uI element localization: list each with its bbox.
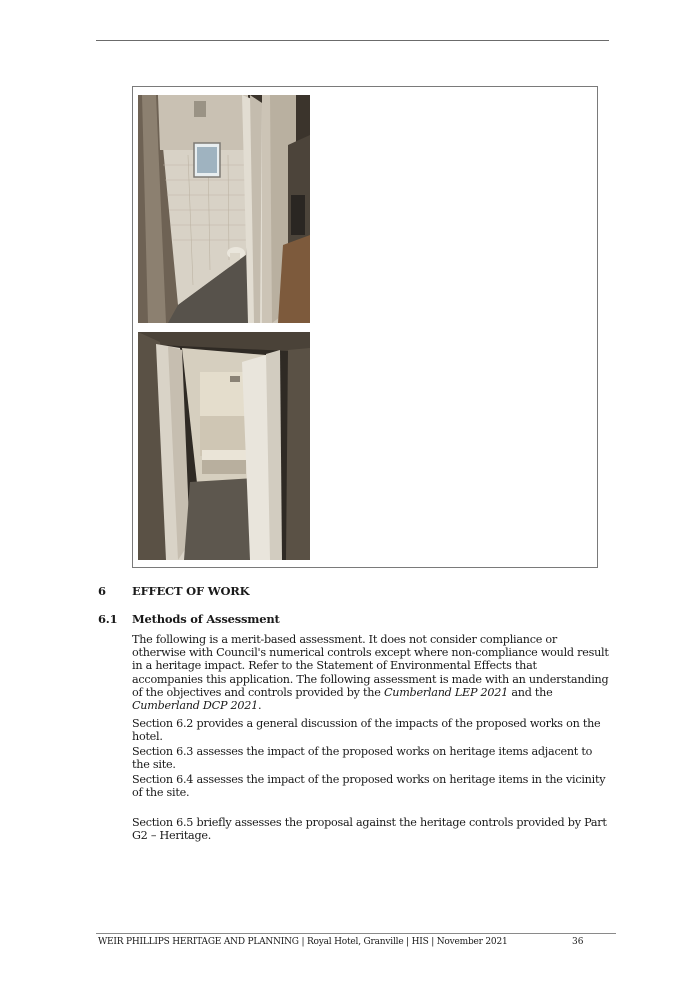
subsection-number: 6.1 (98, 612, 118, 626)
paragraph-text: Section 6.4 assesses the impact of the proposed works on heritage items in the vicinity of the site. (132, 773, 606, 800)
bathroom-photo-2 (138, 332, 310, 560)
section-number: 6 (98, 584, 106, 598)
paragraph-intro (132, 633, 610, 712)
section-title: EFFECT OF WORK (132, 584, 250, 598)
header-rule (96, 40, 609, 41)
intro-end: . (258, 699, 262, 713)
paragraph-text: Section 6.2 provides a general discussion of the impacts of the proposed works on the hotel. (132, 717, 601, 744)
footer-text: WEIR PHILLIPS HERITAGE AND PLANNING | Royal Hotel, Granville | HIS | November 2021 (98, 937, 508, 947)
dcp-reference: Cumberland DCP 2021 (132, 699, 259, 713)
intro-connector: and the (508, 685, 553, 699)
paragraph-section-6-3 (132, 745, 610, 771)
page-number: 36 (572, 937, 584, 947)
paragraph-section-6-4 (132, 773, 610, 799)
intro-text: The following is a merit-based assessment. It does not consider compliance or otherwise with Council's numerical controls except where non-compliance would result in a heritage impact. Refer to the Statement of Environmental Effects that accompanies this application. The following assessment is made with an understanding of the objectives and controls provided by the (132, 633, 609, 699)
paragraph-section-6-2 (132, 717, 610, 743)
subsection-title: Methods of Assessment (132, 612, 280, 626)
footer-rule (96, 933, 616, 934)
bathroom-photo-1 (138, 95, 310, 323)
paragraph-text: Section 6.5 briefly assesses the proposal against the heritage controls provided by Part G2 – Heritage. (132, 816, 607, 843)
paragraph-text: Section 6.3 assesses the impact of the proposed works on heritage items adjacent to the site. (132, 745, 593, 772)
paragraph-section-6-5 (132, 816, 610, 842)
lep-reference: Cumberland LEP 2021 (383, 685, 509, 699)
